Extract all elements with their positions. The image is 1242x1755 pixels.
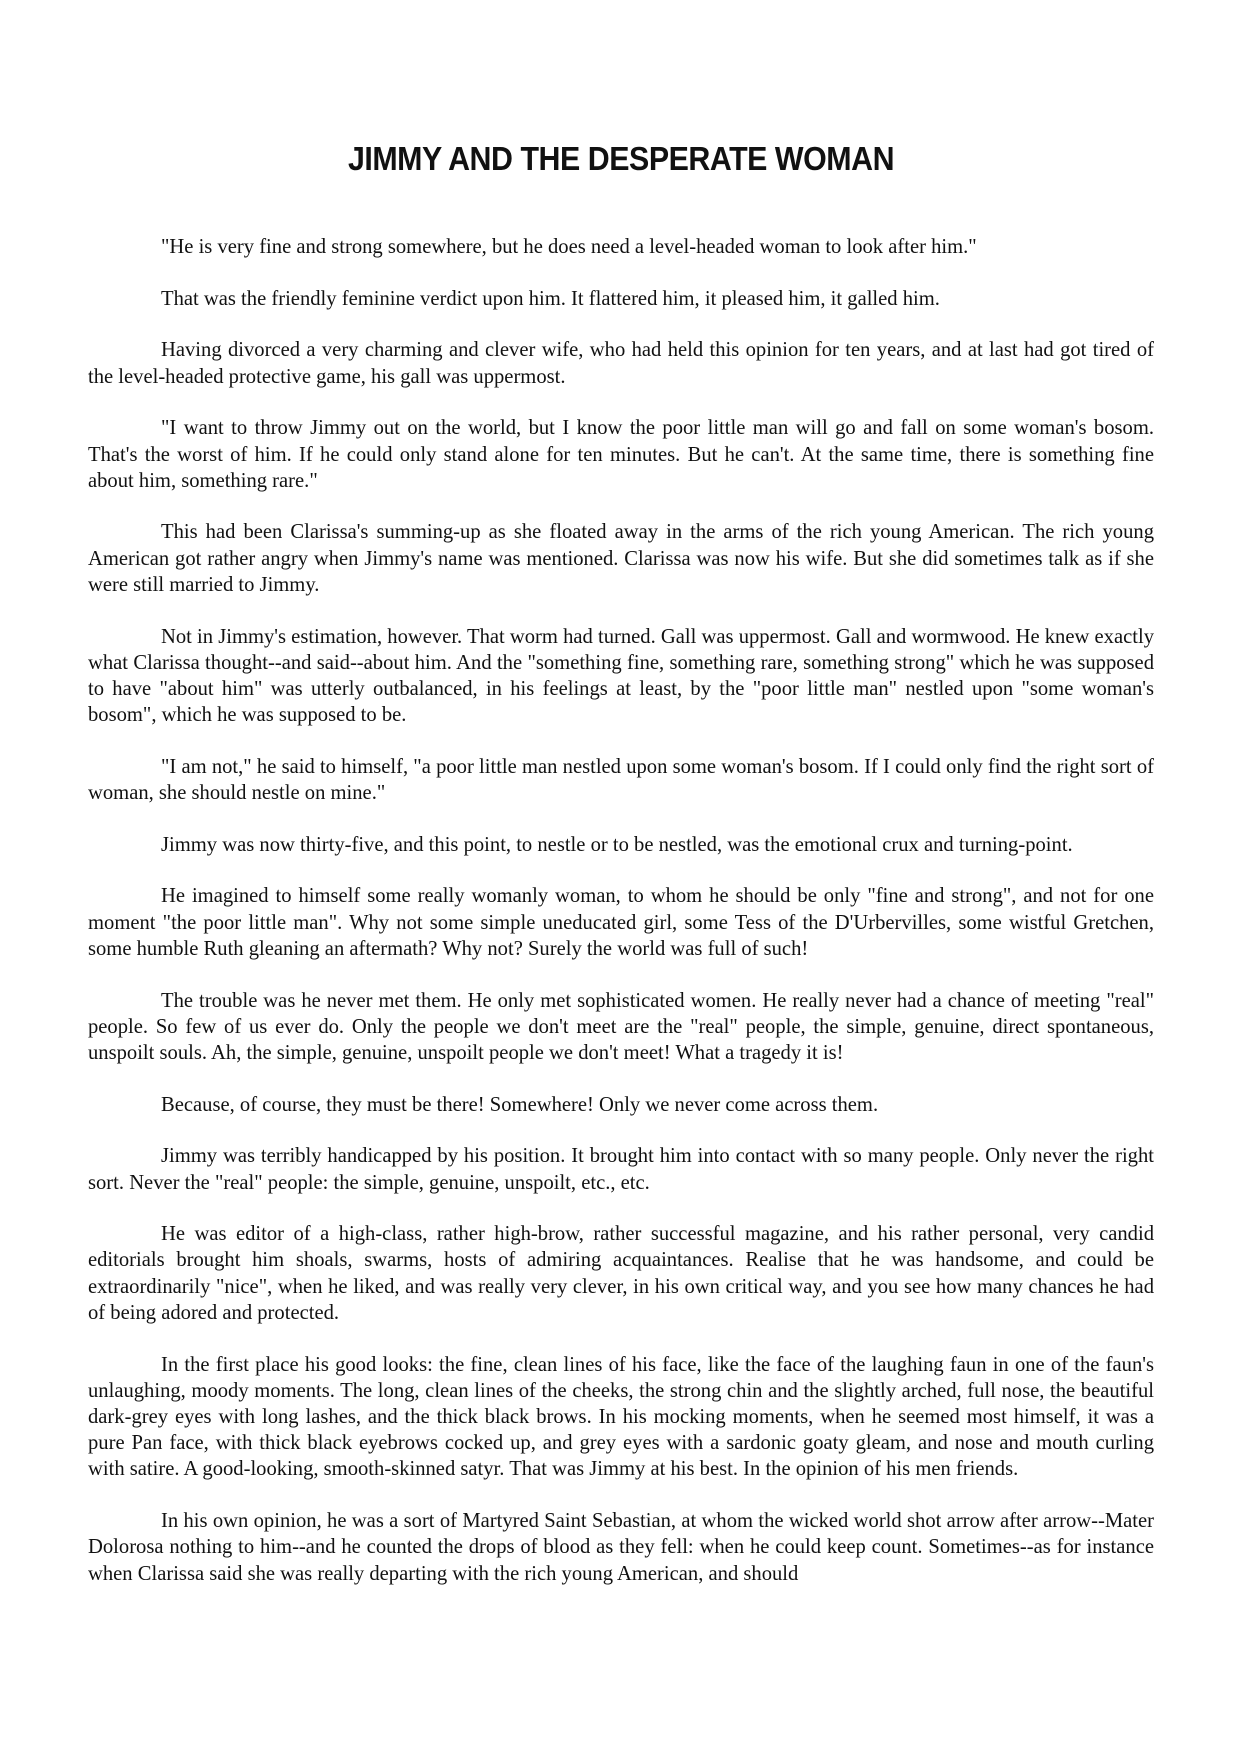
paragraph-11: Because, of course, they must be there! Somewhere! Only we never come across them.: [161, 1093, 879, 1116]
paragraph-5: This had been Clarissa's summing-up as she floated away in the arms of the rich young American. The rich young American got rather angry when Jimmy's name was mentioned. Clarissa was now his wife. But she did sometimes talk as if she were still married to Jimmy.: [88, 521, 1154, 596]
story-body: [88, 234, 1154, 1587]
paragraph-2: That was the friendly feminine verdict upon him. It flattered him, it pleased him, it galled him.: [161, 287, 940, 310]
paragraph-8: Jimmy was now thirty-five, and this point, to nestle or to be nestled, was the emotional crux and turning-point.: [161, 833, 1073, 856]
paragraph-9: He imagined to himself some really womanly woman, to whom he should be only "fine and strong", and not for one moment "the poor little man". Why not some simple uneducated girl, some Tess of the D'Urbervilles, some wistful Gretchen, some humble Ruth gleaning an aftermath? Why not? Surely the world was full of such!: [88, 885, 1154, 960]
page-title: JIMMY AND THE DESPERATE WOMAN: [347, 140, 895, 177]
document-page: [88, 118, 1154, 1612]
paragraph-15: In his own opinion, he was a sort of Martyred Saint Sebastian, at whom the wicked world shot arrow after arrow--Mater Dolorosa nothing to him--and he counted the drops of blood as they fell: when he could keep count. Sometimes--as for instance when Clarissa said she was really departing with the rich young American, and should: [88, 1510, 1154, 1585]
paragraph-13: He was editor of a high-class, rather high-brow, rather successful magazine, and his rather personal, very candid editorials brought him shoals, swarms, hosts of admiring acquaintances. Realise that he was handsome, and could be extraordinarily "nice", when he liked, and was really very clever, in his own critical way, and you see how many chances he had of being adored and protected.: [88, 1223, 1154, 1324]
paragraph-3: Having divorced a very charming and clever wife, who had held this opinion for ten years, and at last had got tired of the level-headed protective game, his gall was uppermost.: [88, 339, 1154, 388]
paragraph-12: Jimmy was terribly handicapped by his position. It brought him into contact with so many people. Only never the right sort. Never the "real" people: the simple, genuine, unspoilt, etc., etc.: [88, 1145, 1154, 1194]
paragraph-1: "He is very fine and strong somewhere, but he does need a level-headed woman to look after him.": [161, 236, 977, 258]
paragraph-14: In the first place his good looks: the fine, clean lines of his face, like the face of the laughing faun in one of the faun's unlaughing, moody moments. The long, clean lines of the cheeks, the strong chin and the slightly arched, full nose, the beautiful dark-grey eyes with long lashes, and the thick black brows. In his mocking moments, when he seemed most himself, it was a pure Pan face, with thick black eyebrows cocked up, and grey eyes with a sardonic goaty gleam, and nose and mouth curling with satire. A good-looking, smooth-skinned satyr. That was Jimmy at his best. In the opinion of his men friends.: [88, 1353, 1154, 1481]
paragraph-6: Not in Jimmy's estimation, however. That worm had turned. Gall was uppermost. Gall and wormwood. He knew exactly what Clarissa thought--and said--about him. And the "something fine, something rare, something strong" which he was supposed to have "about him" was utterly outbalanced, in his feelings at least, by the "poor little man" nestled upon "some woman's bosom", which he was supposed to be.: [88, 625, 1154, 727]
paragraph-7: "I am not," he said to himself, "a poor little man nestled upon some woman's bosom. If I could only find the right sort of woman, she should nestle on mine.": [88, 755, 1154, 805]
paragraph-10: The trouble was he never met them. He only met sophisticated women. He really never had a chance of meeting "real" people. So few of us ever do. Only the people we don't meet are the "real" people, the simple, genuine, direct spontaneous, unspoilt souls. Ah, the simple, genuine, unspoilt people we don't meet! What a tragedy it is!: [88, 989, 1154, 1064]
paragraph-4: "I want to throw Jimmy out on the world, but I know the poor little man will go and fall on some woman's bosom. That's the worst of him. If he could only stand alone for ten minutes. But he can't. At the same time, there is something fine about him, something rare.": [88, 417, 1154, 492]
